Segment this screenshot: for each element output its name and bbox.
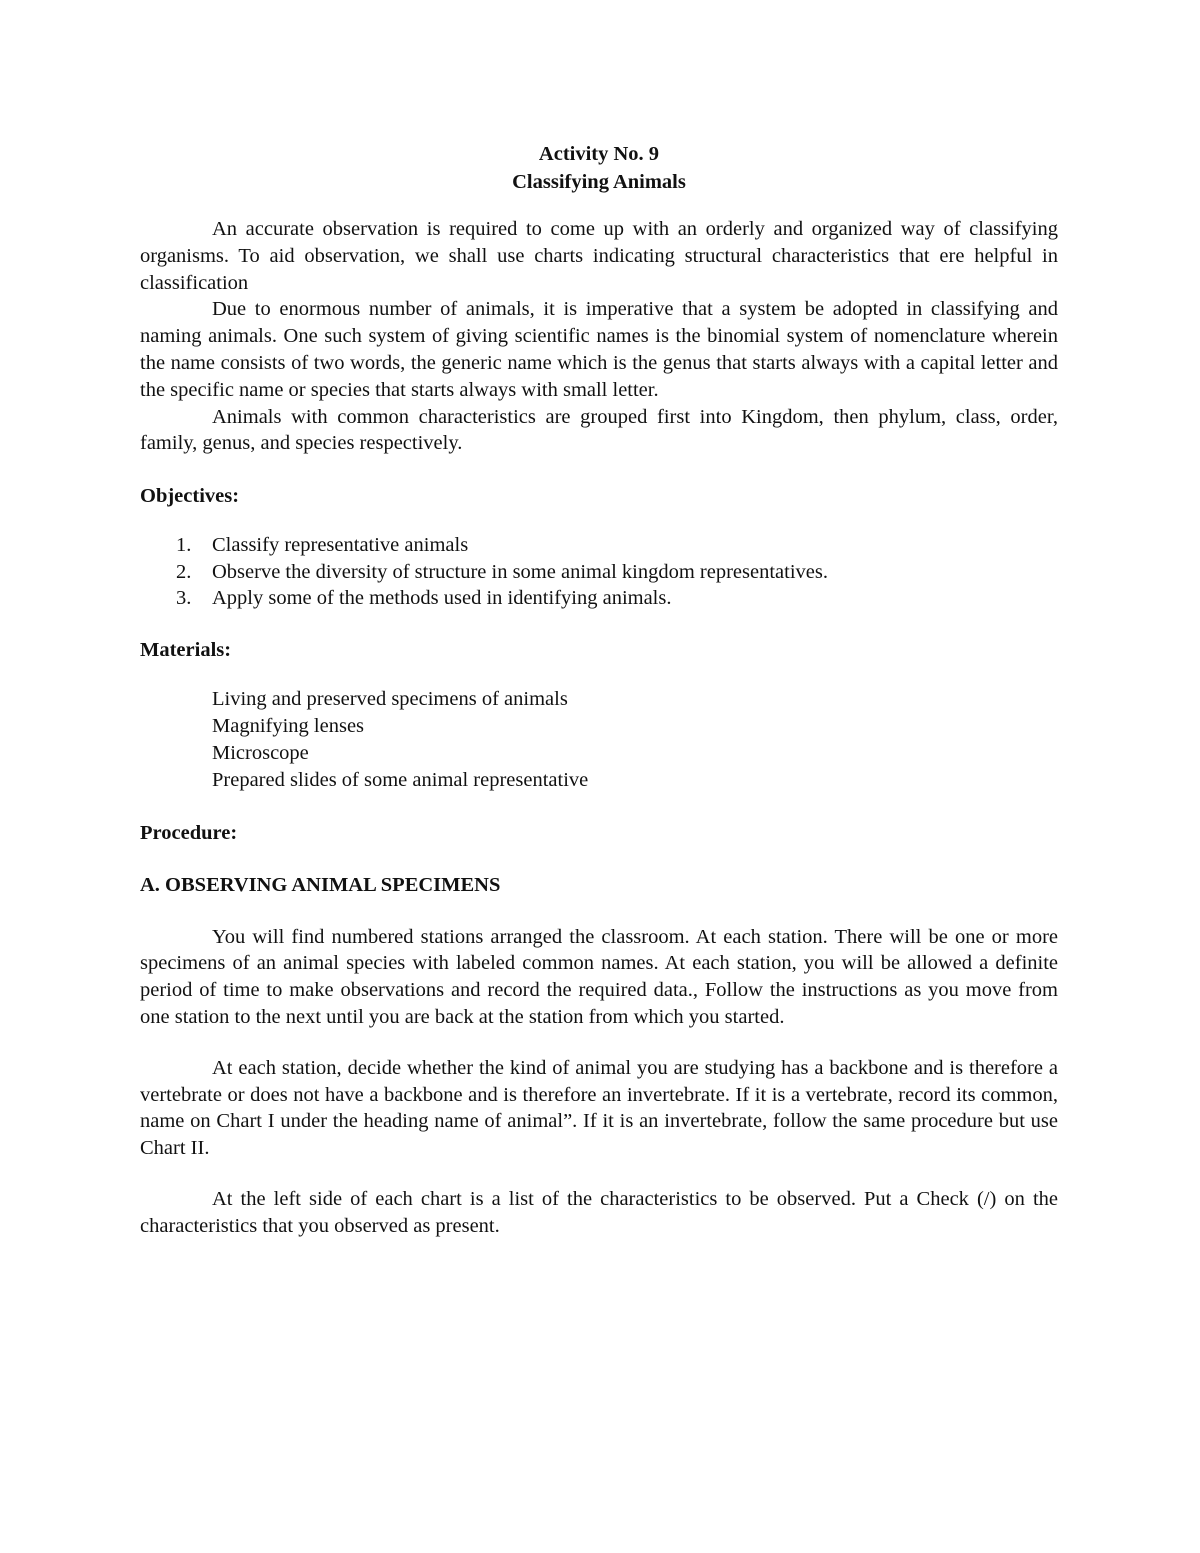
objectives-heading: Objectives: — [140, 485, 240, 508]
activity-title: Classifying Animals — [512, 171, 686, 193]
intro-section — [140, 216, 1058, 457]
intro-paragraph: An accurate observation is required to come up with an orderly and organized way of classifying organisms. To aid observation, we shall use charts indicating structural characteristics that ere helpful in classification — [140, 218, 1058, 294]
activity-number: Activity No. 9 — [538, 143, 660, 165]
objectives-list — [140, 532, 1058, 611]
material-item: Microscope — [212, 741, 309, 764]
objective-item — [140, 532, 1058, 558]
procedure-paragraph: You will find numbered stations arranged the classroom. At each station. There will be one or more specimens of an animal species with labeled common names. At each station, you will be allowed a definite period of time to make observations and record the required data., Follow the instructions as you move from one station to the next until you are back at the station from which you started. — [140, 925, 1058, 1028]
materials-list — [212, 686, 1058, 793]
objective-text: Apply some of the methods used in identifying animals. — [212, 586, 672, 609]
procedure-heading: Procedure: — [140, 821, 238, 844]
intro-paragraph: Due to enormous number of animals, it is imperative that a system be adopted in classifying and naming animals. One such system of giving scientific names is the binomial system of nomenclature wherein the name consists of two words, the generic name which is the genus that starts always with a capital letter and the specific name or species that starts always with small letter. — [140, 298, 1058, 401]
materials-heading: Materials: — [140, 639, 232, 662]
material-item: Magnifying lenses — [212, 715, 365, 738]
objective-number: 2. — [176, 560, 192, 583]
procedure-paragraph: At each station, decide whether the kind of animal you are studying has a backbone and is therefore a vertebrate or does not have a backbone and is therefore an invertebrate. If it is a vertebrate, record its common, name on Chart I under the heading name of animal”. If it is an invertebrate, follow the same procedure but use Chart II. — [140, 1056, 1058, 1160]
objective-number: 3. — [176, 586, 192, 609]
objective-item — [140, 585, 1058, 611]
objective-text: Observe the diversity of structure in some animal kingdom representatives. — [212, 560, 828, 583]
material-item: Prepared slides of some animal representative — [212, 768, 589, 791]
objective-item — [140, 559, 1058, 585]
document-page — [140, 140, 1058, 1240]
objective-number: 1. — [176, 534, 192, 557]
section-a-heading: A. OBSERVING ANIMAL SPECIMENS — [140, 873, 501, 896]
objective-text: Classify representative animals — [212, 534, 469, 557]
intro-paragraph: Animals with common characteristics are grouped first into Kingdom, then phylum, class, order, family, genus, and species respectively. — [140, 405, 1058, 455]
procedure-paragraph: At the left side of each chart is a list of the characteristics to be observed. Put a Check (/) on the characteristics that you observed as present. — [140, 1187, 1058, 1237]
material-item: Living and preserved specimens of animals — [212, 688, 568, 711]
